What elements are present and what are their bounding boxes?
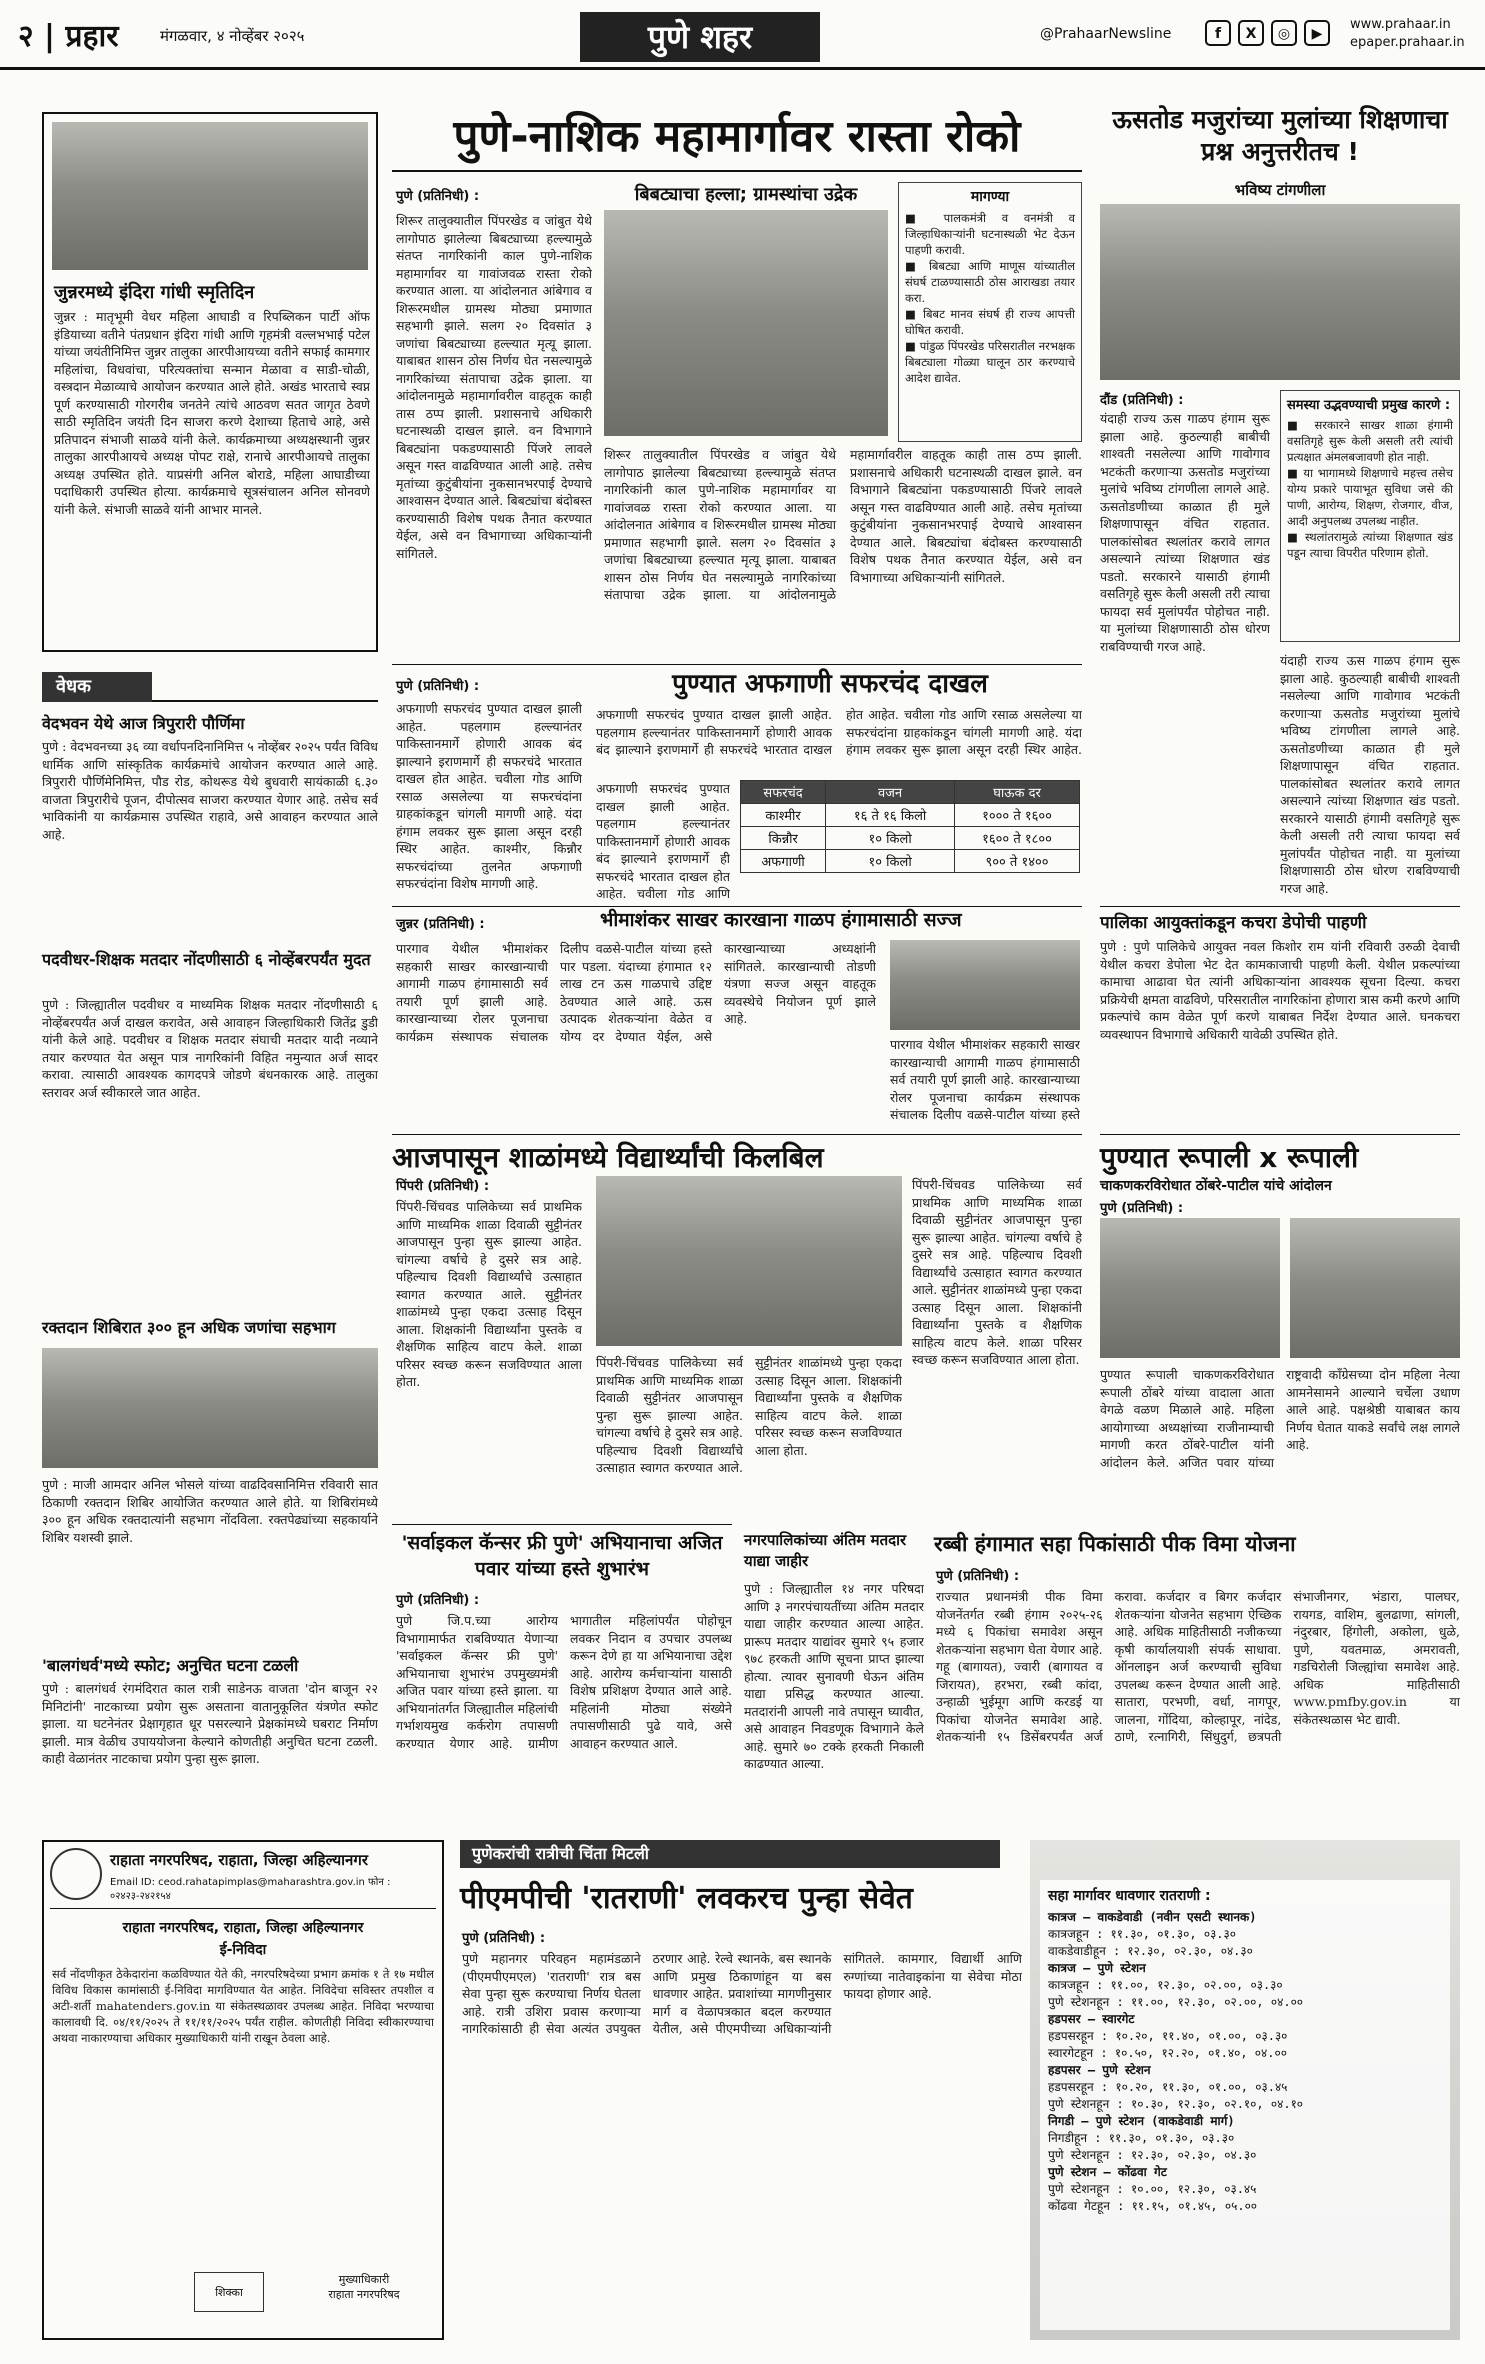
- tender-sign-org: राहाता नगरपरिषद: [328, 2288, 400, 2301]
- schedule-list: [1048, 1909, 1442, 2215]
- table-row: [741, 827, 1080, 850]
- table-cell: १० किलो: [826, 827, 955, 850]
- vedhak-title-3: रक्तदान शिबिरात ३०० हून अधिक जणांचा सहभाग: [42, 1318, 336, 1337]
- table-row: [741, 850, 1080, 873]
- ustod-box-item-1: ■ सरकारने साखर शाळा हंगामी वसतिगृहे सुरू केली असली तरी त्यांची प्रत्यक्षात अंमलबजावणी होत नाही.: [1287, 418, 1453, 464]
- ratrani-schedule: [1040, 1880, 1450, 2330]
- issue-date: मंगळवार, ४ नोव्हेंबर २०२५: [160, 27, 305, 45]
- tender-signature: [294, 2272, 434, 2302]
- pmp-band: पुणेकरांची रात्रीची चिंता मिटली: [460, 1840, 1000, 1868]
- ustod-body: यंदाही राज्य ऊस गाळप हंगाम सुरू झाला आहे. कुठल्याही बाबीची शाश्वती नसलेल्या आणि गावोगाव भटकंती करणाऱ्या ऊसतोड मजुरांच्या मुलांचे भविष्य टांगणीला लागले आहे. ऊसतोडणीच्या काळात ही मुले शिक्षणापासून वंचित राहतात. पालकांसोबत स्थलांतर करावे लागत असल्याने त्यांच्या शिक्षणात खंड पडतो. सरकारने यासाठी हंगामी वसतिगृहे सुरू केली असली तरी त्याचा फायदा सर्व मुलांपर्यंत पोहोचत नाही. या मुलांच्या शिक्षणासाठी ठोस धोरण राबविण्याची गरज आहे.: [1100, 411, 1270, 654]
- schedule-line: निगडीहून : ११.३०, ०१.३०, ०३.३०: [1048, 2131, 1235, 2145]
- table-cell: अफगाणी: [741, 850, 826, 873]
- bhima-title: भीमाशंकर साखर कारखाना गाळप हंगामासाठी सज्ज: [600, 909, 962, 931]
- rupali-body: पुण्यात रूपाली चाकणकरविरोधात रूपाली ठोंबरे यांच्या वादाला आता वेगळे वळण मिळाले आहे. महिला आयोगाच्या अध्यक्षांच्या राजीनाम्याची मागणी करत ठोंबरे-पाटील यांनी आंदोलन केले. अजित पवार यांच्या राष्ट्रवादी काँग्रेसच्या दोन महिला नेत्या आमनेसामने आल्याने चर्चेला उधाण आले आहे. पक्षश्रेष्ठी याबाबत काय निर्णय घेतात याकडे सर्वांचे लक्ष लागले आहे.: [1100, 1367, 1460, 1470]
- kachra-top-rule: [1100, 906, 1460, 907]
- schedule-line: पुणे स्टेशनहून : १०.००, १२.३०, ०३.४५: [1048, 2182, 1257, 2196]
- schedule-line: हडपसरहून : १०.२०, ११.४०, ०१.००, ०३.३०: [1048, 2029, 1288, 2043]
- section-title: पुणे शहर: [580, 12, 820, 62]
- website: [1350, 16, 1465, 52]
- vedhak-body-2: पुणे : जिल्ह्यातील पदवीधर व माध्यमिक शिक्षक मतदार नोंदणीसाठी ६ नोव्हेंबरपर्यंत अर्ज दाखल करावेत, असे आवाहन जिल्हाधिकारी जितेंद्र डुडी यांनी केले आहे. पदवीधर व शिक्षक मतदार संघाची मतदार यादी नव्याने तयार करण्यात येत असून पात्र नागरिकांनी विहित नमुन्यात अर्ज सादर करावा. त्यासाठी आवश्यक कागदपत्रे जोडणे बंधनकारक आहे. तालुका स्तरावर अर्ज स्वीकारले जात आहेत.: [42, 997, 378, 1100]
- vedhak-body-4: पुणे : बालगंधर्व रंगमंदिरात काल रात्री साडेनऊ वाजता 'दोन बाजून २२ मिनिटांनी' नाटकाच्या प्रयोग सुरू असताना वातानुकूलित यंत्रणेत स्फोट झाला. या घटनेनंतर प्रेक्षागृहात धूर पसरल्याने प्रेक्षकांमध्ये घबराट निर्माण झाली. मात्र वेळीच उपाययोजना केल्याने कोणतीही अनुचित घटना टळली. काही वेळानंतर नाटकाचा प्रयोग पुन्हा सुरू झाला.: [42, 1681, 378, 1766]
- table-cell: किन्नौर: [741, 827, 826, 850]
- kachra-body: पुणे : पुणे पालिकेचे आयुक्त नवल किशोर राम यांनी रविवारी उरुळी देवाची येथील कचरा डेपोला भेट देत कामकाजाची पाहणी केली. येथील प्रकल्पांच्या कामाचा आढावा घेत त्यांनी अधिकाऱ्यांना आवश्यक सूचना दिल्या. कचरा प्रक्रियेची क्षमता वाढविणे, परिसरातील नागरिकांना होणारा त्रास कमी करणे आणि प्रकल्पांचे काम वेळेत पूर्ण करणे याबाबत निर्देश देण्यात आले. घनकचरा व्यवस्थापन विभागाचे अधिकारी यावेळी उपस्थित होते.: [1100, 939, 1460, 1042]
- school-top-rule: [392, 1134, 1082, 1135]
- ustod-caption: भविष्य टांगणीला: [1234, 181, 1326, 199]
- rabbi-title: रब्बी हंगामात सहा पिकांसाठी पीक विमा योजना: [934, 1532, 1296, 1556]
- vedhak-body-3: पुणे : माजी आमदार अनिल भोसले यांच्या वाढदिवसानिमित्त रविवारी सात ठिकाणी रक्तदान शिबिर आयोजित करण्यात आले होते. या शिबिरांमध्ये ३०० हून अधिक रक्तदात्यांनी सहभाग नोंदविला. रक्तपेढ्यांच्या सहकार्याने शिबिर यशस्वी झाले.: [42, 1477, 378, 1545]
- pmp-body: पुणे महानगर परिवहन महामंडळाने (पीएमपीएमएल) 'रातराणी' रात्र बस सेवा पुन्हा सुरू करण्याचा निर्णय घेतला आहे. रात्री उशिरा प्रवास करणाऱ्या नागरिकांसाठी ही सेवा अत्यंत उपयुक्त ठरणार आहे. रेल्वे स्थानके, बस स्थानके आणि प्रमुख ठिकाणांहून या बस धावणार आहेत. प्रवाशांच्या मागणीनुसार मार्ग व वेळापत्रकात बदल करण्यात येतील, असे पीएमपीच्या अधिकाऱ्यांनी सांगितले. कामगार, विद्यार्थी आणि रुग्णांच्या नातेवाइकांना या सेवेचा मोठा फायदा होणार आहे.: [462, 1951, 1022, 2036]
- afghan-body-extra: अफगाणी सफरचंद पुण्यात दाखल झाली आहेत. पहलगाम हल्ल्यानंतर पाकिस्तानमार्गे होणारी आवक बंद झाल्याने इराणमार्गे ही सफरचंदे भारतात दाखल होत आहेत. चवीला गोड आणि: [596, 781, 730, 900]
- demand-1: ■ पालकमंत्री व वनमंत्री व जिल्हाधिकाऱ्यांनी घटनास्थळी भेट देऊन पाहणी करावी.: [905, 211, 1075, 257]
- rupali-subtitle: चाकणकरविरोधात ठोंबरे-पाटील यांचे आंदोलन: [1100, 1178, 1332, 1194]
- schedule-line: वाकडेवाडीहून : १२.३०, ०२.३०, ०४.३०: [1048, 1944, 1253, 1958]
- ustod-box-title: समस्या उद्भवण्याची प्रमुख कारणे :: [1287, 398, 1451, 413]
- voters-title: नगरपालिकांच्या अंतिम मतदार याद्या जाहीर: [744, 1531, 907, 1570]
- table-cell: १००० ते १६००: [955, 804, 1080, 827]
- social-handle: @PrahaarNewsline: [1040, 26, 1172, 42]
- rupali-photo-1: [1100, 1218, 1280, 1358]
- schedule-line: कात्रजहून : ११.३०, ०१.३०, ०३.३०: [1048, 1927, 1237, 1941]
- schedule-line: पुणे स्टेशन – कोंढवा गेट: [1048, 2165, 1167, 2179]
- bhima-body: पारगाव येथील भीमाशंकर सहकारी साखर कारखान्याची आगामी गाळप हंगामासाठी सर्व तयारी पूर्ण झाली आहे. कारखान्याच्या रोलर पूजनाचा कार्यक्रम संस्थापक संचालक दिलीप वळसे-पाटील यांच्या हस्ते पार पडला. यंदाच्या हंगामात १२ लाख टन ऊस गाळपाचे उद्दिष्ट ठेवण्यात आले आहे. ऊस उत्पादक शेतकऱ्यांना वेळेत व योग्य दर देण्यात येईल, असे कारखान्याच्या अध्यक्षांनी सांगितले. कारखान्याची तोडणी यंत्रणा सज्ज असून वाहतूक व्यवस्थेचे नियोजन पूर्ण झाले आहे.: [396, 941, 876, 1044]
- masthead: [0, 0, 1485, 70]
- school-photo: [596, 1176, 902, 1346]
- rahata-logo-icon: [50, 1848, 102, 1900]
- lead-body: शिरूर तालुक्यातील पिंपरखेड व जांबुत येथे लागोपाठ झालेल्या बिबट्याच्या हल्ल्यामुळे संतप्त नागरिकांनी काल पुणे-नाशिक महामार्गावर या गावांजवळ रास्ता रोको करण्यात आला. या आंदोलनात आंबेगाव व शिरूरमधील ग्रामस्थ मोठ्या प्रमाणात सहभागी झाले. सलग २० दिवसांत ३ जणांचा बिबट्याच्या हल्ल्यात मृत्यू झाला. याबाबत शासन ठोस निर्णय घेत नसल्यामुळे नागरिकांच्या संतापाचा उद्रेक झाला. या आंदोलनामुळे महामार्गावरील वाहतूक काही तास ठप्प झाली. प्रशासनाचे अधिकारी घटनास्थळी दाखल झाले. वन विभागाने बिबट्यांना पकडण्यासाठी पिंजरे लावले असून गस्त वाढविण्यात आली आहे. तसेच मृतांच्या कुटुंबीयांना नुकसानभरपाई देण्याचे आश्वासन देण्यात आले. बिबट्यांचा बंदोबस्त करण्यासाठी विशेष पथक तैनात करण्यात येईल, असे वन विभागाच्या अधिकाऱ्यांनी सांगितले.: [396, 213, 592, 561]
- schedule-line: निगडी – पुणे स्टेशन (वाकडेवाडी मार्ग): [1048, 2114, 1235, 2128]
- schedule-line: हडपसर – पुणे स्टेशन: [1048, 2063, 1151, 2077]
- tender-title: राहाता नगरपरिषद, राहाता, जिल्हा अहिल्यानगर: [122, 1920, 364, 1936]
- tender-sign-title: मुख्याधिकारी: [338, 2273, 390, 2286]
- rabbi-dateline: पुणे (प्रतिनिधी) :: [936, 1569, 1020, 1584]
- afghan-dateline: पुणे (प्रतिनिधी) :: [396, 679, 480, 694]
- lead-dateline: पुणे (प्रतिनिधी) :: [396, 189, 480, 204]
- rupali-dateline: पुणे (प्रतिनिधी) :: [1100, 1201, 1184, 1216]
- table-row: [741, 804, 1080, 827]
- rupali-top-rule: [1100, 1134, 1460, 1135]
- youtube-icon: ▶: [1304, 20, 1330, 46]
- school-title: आजपासून शाळांमध्ये विद्यार्थ्यांची किलबिल: [392, 1141, 824, 1174]
- table-cell: १६ ते १६ किलो: [826, 804, 955, 827]
- table-cell: काश्मीर: [741, 804, 826, 827]
- bhima-body-continued: पारगाव येथील भीमाशंकर सहकारी साखर कारखान्याची आगामी गाळप हंगामासाठी सर्व तयारी पूर्ण झाली आहे. कारखान्याच्या रोलर पूजनाचा कार्यक्रम संस्थापक संचालक दिलीप वळसे-पाटील यांच्या हस्ते: [890, 1037, 1080, 1122]
- vedhak-rule: [152, 700, 378, 702]
- demand-2: ■ बिबट्या आणि माणूस यांच्यातील संघर्ष टाळण्यासाठी ठोस आराखडा तयार करा.: [905, 259, 1075, 305]
- school-body: पिंपरी-चिंचवड पालिकेच्या सर्व प्राथमिक आणि माध्यमिक शाळा दिवाळी सुट्टीनंतर आजपासून पुन्हा सुरू झाल्या आहेत. चांगल्या वर्षाचे हे दुसरे सत्र आहे. पहिल्याच दिवशी विद्यार्थ्यांचे उत्साहात स्वागत करण्यात आले. सुट्टीनंतर शाळांमध्ये पुन्हा एकदा उत्साह दिसून आला. शिक्षकांनी विद्यार्थ्यांना पुस्तके व शैक्षणिक साहित्य वाटप केले. शाळा परिसर स्वच्छ करून सजविण्यात आला होता.: [396, 1199, 582, 1389]
- rupali-photo-2: [1290, 1218, 1460, 1358]
- schedule-line: पुणे स्टेशनहून : ११.००, १२.३०, ०२.००, ०४.००: [1048, 1995, 1304, 2009]
- schedule-line: कात्रज – वाकडेवाडी (नवीन एसटी स्थानक): [1048, 1910, 1257, 1924]
- schedule-line: हडपसरहून : १०.२०, ११.३०, ०१.००, ०३.४५: [1048, 2080, 1288, 2094]
- rupali-title: पुण्यात रूपाली x रूपाली: [1100, 1141, 1359, 1174]
- website-url: www.prahaar.in: [1350, 17, 1451, 32]
- pmp-title: पीएमपीची 'रातराणी' लवकरच पुन्हा सेवेत: [460, 1881, 913, 1916]
- school-body-extra: पिंपरी-चिंचवड पालिकेच्या सर्व प्राथमिक आणि माध्यमिक शाळा दिवाळी सुट्टीनंतर आजपासून पुन्हा सुरू झाल्या आहेत. चांगल्या वर्षाचे हे दुसरे सत्र आहे. पहिल्याच दिवशी विद्यार्थ्यांचे उत्साहात स्वागत करण्यात आले. सुट्टीनंतर शाळांमध्ये पुन्हा एकदा उत्साह दिसून आला. शिक्षकांनी विद्यार्थ्यांना पुस्तके व शैक्षणिक साहित्य वाटप केले. शाळा परिसर स्वच्छ करून सजविण्यात आला होता.: [912, 1177, 1082, 1367]
- schedule-line: स्वारगेटहून : १०.५०, १२.२०, ०१.४०, ०४.००: [1048, 2046, 1287, 2060]
- table-cell: ९०० ते १४००: [955, 850, 1080, 873]
- pmp-dateline: पुणे (प्रतिनिधी) :: [462, 1931, 546, 1946]
- demand-3: ■ बिबट मानव संघर्ष ही राज्य आपत्ती घोषित करावी.: [905, 307, 1075, 337]
- vedhak-title-2: पदवीधर-शिक्षक मतदार नोंदणीसाठी ६ नोव्हेंबरपर्यंत मुदत: [42, 950, 371, 969]
- indira-photo: [52, 122, 368, 270]
- tender-rule: [50, 1908, 436, 1909]
- ustod-title: ऊसतोड मजुरांच्या मुलांच्या शिक्षणाचा प्रश्न अनुत्तरीतच !: [1112, 105, 1448, 166]
- schedule-title: सहा मार्गावर धावणार रातराणी :: [1048, 1888, 1211, 1904]
- cancer-body: पुणे जि.प.च्या आरोग्य विभागामार्फत राबविण्यात येणाऱ्या 'सर्वाइकल कॅन्सर फ्री पुणे' अभियानाचा शुभारंभ उपमुख्यमंत्री अजित पवार यांच्या हस्ते झाला. या अभियानांतर्गत जिल्ह्यातील महिलांची गर्भाशयमुख कर्करोग तपासणी करण्यात येणार आहे. ग्रामीण भागातील महिलांपर्यंत पोहोचून लवकर निदान व उपचार उपलब्ध करून देणे हा या अभियानाचा उद्देश आहे. आरोग्य कर्मचाऱ्यांना यासाठी विशेष प्रशिक्षण देण्यात आले आहे. महिलांनी मोठ्या संख्येने तपासणीसाठी पुढे यावे, असे आवाहन करण्यात आले.: [396, 1613, 732, 1751]
- afghan-body-continued: अफगाणी सफरचंद पुण्यात दाखल झाली आहेत. पहलगाम हल्ल्यानंतर पाकिस्तानमार्गे होणारी आवक बंद झाल्याने इराणमार्गे ही सफरचंदे भारतात दाखल होत आहेत. चवीला गोड आणि रसाळ असलेल्या या सफरचंदांना ग्राहकांकडून चांगली मागणी आहे. यंदा हंगाम लवकर सुरू झाला असून दरही स्थिर आहेत.: [596, 707, 1082, 757]
- voters-body: पुणे : जिल्ह्यातील १४ नगर परिषदा आणि ३ नगरपंचायतींच्या अंतिम मतदार याद्या जाहीर करण्यात आल्या आहेत. प्रारूप मतदार याद्यांवर सुमारे ९५ हजार ९७८ हरकती आणि सूचना प्राप्त झाल्या होत्या. त्यावर सुनावणी घेऊन अंतिम याद्या प्रसिद्ध करण्यात आल्या. मतदारांनी आपली नावे तपासून घ्यावीत, असे आवाहन निवडणूक विभागाने केले आहे. सुमारे ७० टक्के हरकती निकाली काढण्यात आल्या.: [744, 1581, 924, 1771]
- table-header-weight: वजन: [826, 781, 955, 804]
- page-number: २ | प्रहार: [18, 19, 119, 54]
- tender-ad: [42, 1840, 444, 2340]
- demand-4: ■ पांडुळ पिंपरखेड परिसरातील नरभक्षक बिबट्याला गोळ्या घालून ठार करण्याचे आदेश द्यावेत.: [905, 339, 1075, 385]
- indira-title: जुन्नरमध्ये इंदिरा गांधी स्मृतिदिन: [54, 282, 255, 303]
- schedule-line: पुणे स्टेशनहून : १०.३०, १२.३०, ०२.१०, ०४.१०: [1048, 2097, 1304, 2111]
- ustod-box-item-3: ■ स्थलांतरामुळे त्यांच्या शिक्षणात खंड पडून त्याचा विपरीत परिणाम होतो.: [1287, 530, 1453, 560]
- cancer-title: 'सर्वाइकल कॅन्सर फ्री पुणे' अभियानाचा अजित पवार यांच्या हस्ते शुभारंभ: [401, 1532, 723, 1580]
- schedule-line: कोंढवा गेटहून : ११.१५, ०१.४५, ०५.००: [1048, 2199, 1258, 2213]
- apple-price-table: [740, 780, 1080, 873]
- table-header-apple: सफरचंद: [741, 781, 826, 804]
- tender-contact: Email ID: ceod.rahatapimplas@maharashtra.gov.in फोन : ०२४२३-२४२१५४: [110, 1877, 391, 1902]
- bhima-dateline: जुन्नर (प्रतिनिधी) :: [396, 917, 485, 932]
- schedule-line: कात्रज – पुणे स्टेशन: [1048, 1961, 1146, 1975]
- ustod-box: [1280, 390, 1460, 642]
- vedhak-title-1: वेदभवन येथे आज त्रिपुरारी पौर्णिमा: [42, 714, 245, 733]
- demands-title: मागण्या: [970, 189, 1010, 205]
- table-header-rate: घाऊक दर: [955, 781, 1080, 804]
- tender-body: सर्व नोंदणीकृत ठेकेदारांना कळविण्यात येते की, नगरपरिषदेच्या प्रभाग क्रमांक १ ते १७ मधील विविध विकास कामांसाठी ई-निविदा मागविण्यात येत आहेत. निविदेचा सविस्तर तपशील व अटी-शर्ती mahatenders.gov.in या संकेतस्थळावर उपलब्ध आहेत. निविदा भरण्याचा कालावधी दि. ०४/११/२०२५ ते ११/११/२०२५ पर्यंत राहील. कोणतीही निविदा स्वीकारण्याचा अथवा नाकारण्याचा अधिकार मुख्याधिकारी यांनी राखून ठेवला आहे.: [52, 1967, 434, 2045]
- table-cell: १६०० ते १८००: [955, 827, 1080, 850]
- schedule-line: पुणे स्टेशनहून : १२.३०, ०२.३०, ०४.३०: [1048, 2148, 1257, 2162]
- cancer-dateline: पुणे (प्रतिनिधी) :: [396, 1593, 480, 1608]
- indira-story: [42, 112, 378, 652]
- x-icon: X: [1238, 20, 1264, 46]
- schedule-line: हडपसर – स्वारगेट: [1048, 2012, 1135, 2026]
- tender-org: राहाता नगरपरिषद, राहाता, जिल्हा अहिल्यानगर: [110, 1851, 368, 1869]
- blood-donation-photo: [42, 1348, 378, 1468]
- school-body-continued: पिंपरी-चिंचवड पालिकेच्या सर्व प्राथमिक आणि माध्यमिक शाळा दिवाळी सुट्टीनंतर आजपासून पुन्हा सुरू झाल्या आहेत. चांगल्या वर्षाचे हे दुसरे सत्र आहे. पहिल्याच दिवशी विद्यार्थ्यांचे उत्साहात स्वागत करण्यात आले. सुट्टीनंतर शाळांमध्ये पुन्हा एकदा उत्साह दिसून आला. शिक्षकांनी विद्यार्थ्यांना पुस्तके व शैक्षणिक साहित्य वाटप केले. शाळा परिसर स्वच्छ करून सजविण्यात आला होता.: [596, 1355, 902, 1475]
- table-cell: १० किलो: [826, 850, 955, 873]
- vedhak-body-1: पुणे : वेदभवनच्या ३६ व्या वर्धापनदिनानिमित्त ५ नोव्हेंबर २०२५ पर्यंत विविध धार्मिक आणि सांस्कृतिक कार्यक्रमांचे आयोजन करण्यात आले आहे. त्रिपुरारी पौर्णिमेनिमित्त, पौड रोड, कोथरूड येथे बुधवारी सायंकाळी ६.३० वाजता त्रिपुरारीचे पूजन, दीपोत्सव साजरा करण्यात येणार आहे. तसेच सर्व भाविकांनी या कार्यक्रमास उपस्थित राहावे, असे आवाहन करण्यात आले आहे.: [42, 739, 378, 842]
- instagram-icon: ◎: [1271, 20, 1297, 46]
- vedhak-label: वेधक: [42, 672, 152, 702]
- lead-photo: [604, 210, 888, 436]
- schedule-line: कात्रजहून : ११.००, १२.३०, ०२.००, ०३.३०: [1048, 1978, 1283, 1992]
- school-dateline: पिंपरी (प्रतिनिधी) :: [396, 1179, 490, 1194]
- indira-body: जुन्नर : मातृभूमी वेधर महिला आघाडी व रिपब्लिकन पार्टी ऑफ इंडियाच्या वतीने पंतप्रधान इंदिरा गांधी आणि गृहमंत्री वल्लभभाई पटेल यांच्या जयंतीनिमित्त जुन्नर तालुका आरपीआयच्या वतीने सफाई कामगार महिलांचा, विधवांचा, परित्यक्तांचा सन्मान मेळावा व साडी-चोळी, वस्त्रदान मेळाव्याचे आयोजन करण्यात आले होते. अखंड भारताचे स्वप्न पूर्ण करण्यासाठी गोरगरीब जनतेने त्यांचे आठवण सतत जागृत ठेवणे साठी स्मृतिदिन जयंती दिन साजरा करणे देशाच्या हिताचे आहे, असे प्रतिपादन संभाजी साळवे यांनी केले. कार्यक्रमाच्या अध्यक्षस्थानी जुन्नर तालुका आरपीआयचे अध्यक्ष पोपट राक्षे, रानाचे आरपीआयचे तालुका अध्यक्ष उपस्थित होते. याप्रसंगी अनिल बोराडे, महिला आघाडीच्या पदाधिकारी उपस्थित होत्या. कार्यक्रमाचे सूत्रसंचालन अनिल सोनवणे यांनी केले. संभाजी साळवे यांनी आभार मानले.: [54, 309, 370, 517]
- afghan-body: अफगाणी सफरचंद पुण्यात दाखल झाली आहेत. पहलगाम हल्ल्यानंतर पाकिस्तानमार्गे होणारी आवक बंद झाल्याने इराणमार्गे ही सफरचंदे भारतात दाखल होत आहेत. चवीला गोड आणि रसाळ असलेल्या या सफरचंदांना ग्राहकांकडून चांगली मागणी आहे. यंदा हंगाम लवकर सुरू झाला असून दरही स्थिर आहेत. काश्मीर, किन्नौर सफरचंदांच्या तुलनेत अफगाणी सफरचंदांना विशेष मागणी आहे.: [396, 701, 582, 891]
- ustod-dateline: दौंड (प्रतिनिधी) :: [1100, 393, 1184, 408]
- vedhak-title-4: 'बालगंधर्व'मध्ये स्फोट; अनुचित घटना टळली: [42, 1656, 299, 1675]
- cancer-top-rule: [392, 1524, 732, 1525]
- demands-box: [898, 182, 1082, 442]
- ustod-box-item-2: ■ या भागामध्ये शिक्षणाचे महत्त्व तसेच योग्य प्रकारे पायाभूत सुविधा जसे की पाणी, आरोग्य, शिक्षण, रोजगार, वीज, आदी अनुपलब्ध उपलब्ध नाहीत.: [1287, 466, 1453, 528]
- ustod-photo: [1100, 204, 1460, 380]
- tender-stamp: शिक्का: [194, 2272, 264, 2312]
- epaper-url: epaper.prahaar.in: [1350, 35, 1465, 50]
- lead-title: पुणे-नाशिक महामार्गावर रास्ता रोको: [453, 111, 1021, 162]
- lead-rule: [392, 170, 1082, 172]
- rabbi-body: राज्यात प्रधानमंत्री पीक विमा योजनेंतर्गत रब्बी हंगाम २०२५-२६ मध्ये ६ पिकांचा समावेश असून शेतकऱ्यांना सहभाग घेता येणार आहे. गहू (बागायत), ज्वारी (बागायत व जिरायत), हरभरा, रब्बी कांदा, उन्हाळी भुईमूग आणि करडई या पिकांचा योजनेत समावेश आहे. शेतकऱ्यांनी १५ डिसेंबरपर्यंत अर्ज करावा. कर्जदार व बिगर कर्जदार शेतकऱ्यांना योजनेत सहभाग ऐच्छिक आहे. अधिक माहितीसाठी नजीकच्या कृषी कार्यालयाशी संपर्क साधावा. ऑनलाइन अर्ज करण्याची सुविधा उपलब्ध करून देण्यात आली आहे. सातारा, परभणी, वर्धा, नागपूर, जालना, गोंदिया, कोल्हापूर, नांदेड, ठाणे, रत्नागिरी, सिंधुदुर्ग, छत्रपती संभाजीनगर, भंडारा, पालघर, रायगड, वाशिम, बुलढाणा, सांगली, नंदुरबार, हिंगोली, अकोला, धुळे, पुणे, यवतमाळ, अमरावती, गडचिरोली जिल्ह्यांचा समावेश आहे. अधिक माहितीसाठी www.pmfby.gov.in या संकेतस्थळास भेट द्यावी.: [936, 1589, 1460, 1744]
- tender-subtitle: ई-निविदा: [219, 1942, 267, 1958]
- afghan-title: पुण्यात अफगाणी सफरचंद दाखल: [672, 669, 988, 699]
- facebook-icon: f: [1205, 20, 1231, 46]
- lead-body-continued: शिरूर तालुक्यातील पिंपरखेड व जांबुत येथे लागोपाठ झालेल्या बिबट्याच्या हल्ल्यामुळे संतप्त नागरिकांनी काल पुणे-नाशिक महामार्गावर या गावांजवळ रास्ता रोको करण्यात आला. या आंदोलनात आंबेगाव व शिरूरमधील ग्रामस्थ मोठ्या प्रमाणात सहभागी झाले. सलग २० दिवसांत ३ जणांचा बिबट्याच्या हल्ल्यात मृत्यू झाला. याबाबत शासन ठोस निर्णय घेत नसल्यामुळे नागरिकांच्या संतापाचा उद्रेक झाला. या आंदोलनामुळे महामार्गावरील वाहतूक काही तास ठप्प झाली. प्रशासनाचे अधिकारी घटनास्थळी दाखल झाले. वन विभागाने बिबट्यांना पकडण्यासाठी पिंजरे लावले असून गस्त वाढविण्यात आली आहे. तसेच मृतांच्या कुटुंबीयांना नुकसानभरपाई देण्याचे आश्वासन देण्यात आले. बिबट्यांचा बंदोबस्त करण्यासाठी विशेष पथक तैनात करण्यात येईल, असे वन विभागाच्या अधिकाऱ्यांनी सांगितले.: [604, 447, 1082, 602]
- ustod-body-continued: यंदाही राज्य ऊस गाळप हंगाम सुरू झाला आहे. कुठल्याही बाबीची शाश्वती नसलेल्या आणि गावोगाव भटकंती करणाऱ्या ऊसतोड मजुरांच्या मुलांचे भविष्य टांगणीला लागले आहे. ऊसतोडणीच्या काळात ही मुले शिक्षणापासून वंचित राहतात. पालकांसोबत स्थलांतर करावे लागत असल्याने त्यांच्या शिक्षणात खंड पडतो. सरकारने यासाठी हंगामी वसतिगृहे सुरू केली असली तरी त्याचा फायदा सर्व मुलांपर्यंत पोहोचत नाही. या मुलांच्या शिक्षणासाठी ठोस धोरण राबविण्याची गरज आहे.: [1280, 653, 1460, 896]
- bhima-photo: [890, 940, 1080, 1030]
- lead-photo-caption: बिबट्याचा हल्ला; ग्रामस्थांचा उद्रेक: [634, 184, 858, 205]
- kachra-title: पालिका आयुक्तांकडून कचरा डेपोची पाहणी: [1100, 913, 1367, 933]
